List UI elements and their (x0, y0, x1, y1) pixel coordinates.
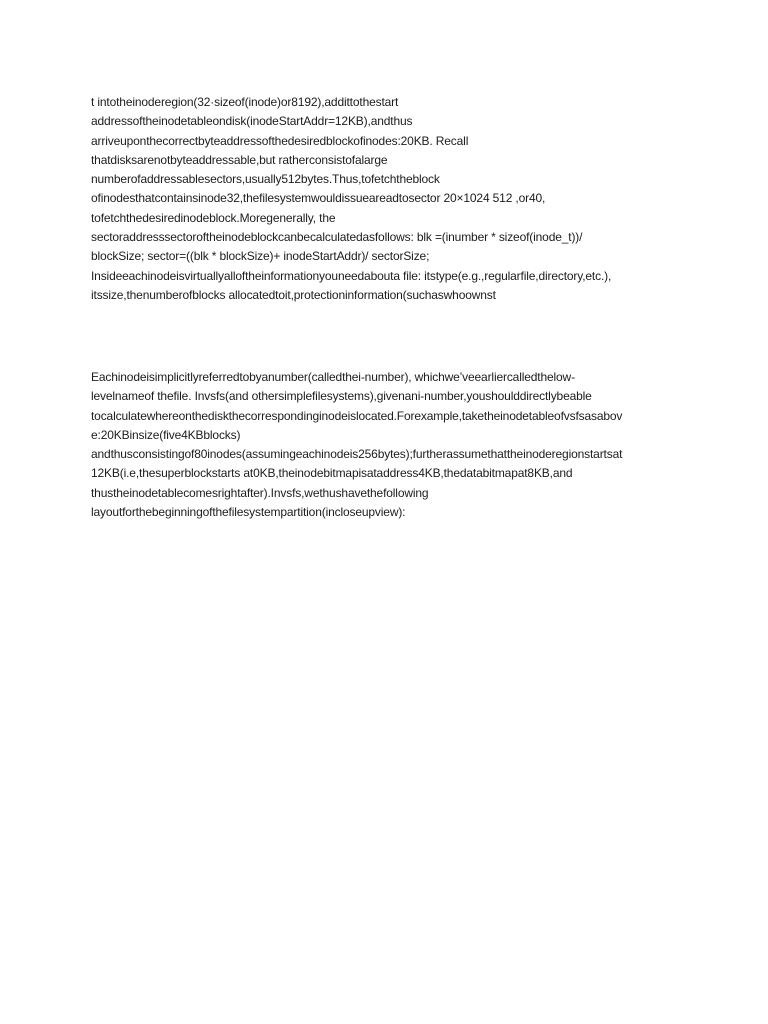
text-line: arriveuponthecorrectbyteaddressofthedesiredblockofinodes:20KB. Recall (91, 133, 469, 148)
paragraph-inode-address-calculation (91, 93, 691, 305)
text-line: t intotheinoderegion(32·sizeof(inode)or8192),addittothestart (91, 95, 399, 109)
text-line: thustheinodetablecomesrightafter).Invsfs,wethushavethefollowing (91, 485, 429, 500)
text-line: andthusconsistingof80inodes(assumingeachinodeis256bytes);furtherassumethattheinoderegionstartsat (91, 447, 623, 462)
text-line: itssize,thenumberofblocks allocatedtoit,protectioninformation(suchaswhoownst (91, 287, 496, 302)
text-line: Eachinodeisimplicitlyreferredtobyanumber(calledthei-number), whichwe’veearliercalledthelow- (91, 370, 575, 384)
text-line: tofetchthedesiredinodeblock.Moregenerally, the (91, 210, 336, 225)
text-line: sectoraddresssectoroftheinodeblockcanbecalculatedasfollows: blk =(inumber * sizeof(inode_t))/ (91, 230, 583, 245)
text-line: Insideeachinodeisvirtuallyalloftheinformationyouneedabouta file: itstype(e.g.,regularfile,directory,etc.), (91, 268, 612, 283)
text-line: 12KB(i.e,thesuperblockstarts at0KB,theinodebitmapisataddress4KB,thedatabitmapat8KB,and (91, 466, 573, 481)
paragraph-inode-number-layout (91, 368, 691, 522)
text-line: addressoftheinodetableondisk(inodeStartAddr=12KB),andthus (91, 114, 413, 129)
text-line: numberofaddressablesectors,usually512bytes.Thus,tofetchtheblock (91, 172, 440, 187)
text-line: e:20KBinsize(five4KBblocks) (91, 427, 241, 442)
text-line: thatdisksarenotbyteaddressable,but ratherconsistofalarge (91, 152, 388, 167)
text-line: ofinodesthatcontainsinode32,thefilesystemwouldissueareadtosector 20×1024 512 ,or40, (91, 191, 546, 206)
text-line: levelnameof thefile. Invsfs(and othersimplefilesystems),givenani-number,youshoulddirectlybeable (91, 389, 592, 404)
text-line: blockSize; sector=((blk * blockSize)+ inodeStartAddr)/ sectorSize; (91, 249, 430, 264)
text-line: layoutforthebeginningofthefilesystempartition(incloseupview): (91, 505, 406, 520)
text-line: tocalculatewhereonthediskthecorrespondinginodeislocated.Forexample,taketheinodetableofvsfsasabov (91, 408, 623, 423)
